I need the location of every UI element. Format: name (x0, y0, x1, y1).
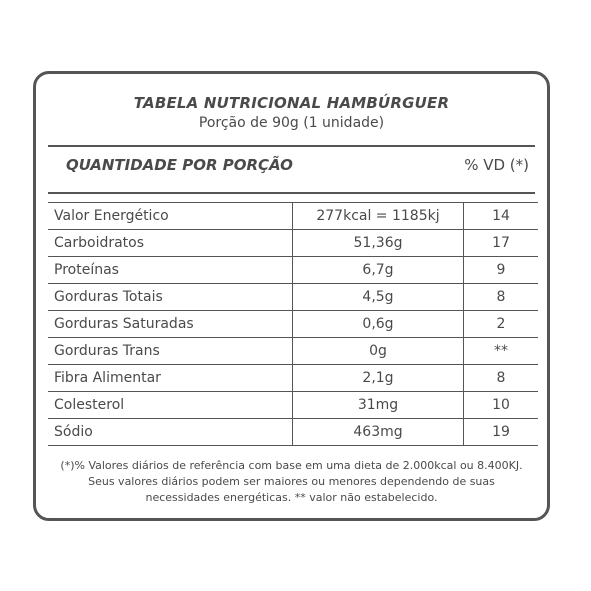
nutrient-amount: 4,5g (293, 284, 464, 311)
header-divider-top (48, 145, 535, 147)
table-row (48, 419, 538, 446)
table-row (48, 203, 538, 230)
nutrient-daily-value: 10 (464, 392, 539, 419)
table-row (48, 365, 538, 392)
table-row (48, 284, 538, 311)
footnote: (*)% Valores diários de referência com base em uma dieta de 2.000kcal ou 8.400KJ. Seus valores diários podem ser maiores ou menores dependendo de suas necessidades energéticas. ** valor não estabelecido. (60, 459, 523, 504)
nutrient-daily-value: 9 (464, 257, 539, 284)
nutrient-daily-value: ** (464, 338, 539, 365)
nutrition-table (48, 202, 538, 446)
label-title: TABELA NUTRICIONAL HAMBÚRGUER (133, 94, 450, 112)
table-row (48, 311, 538, 338)
serving-size: Porção de 90g (1 unidade) (198, 115, 385, 131)
nutrient-name: Proteínas (48, 257, 293, 284)
nutrient-amount: 463mg (293, 419, 464, 446)
nutrient-name: Valor Energético (48, 203, 293, 230)
header-divider-bottom (48, 192, 535, 194)
nutrient-daily-value: 8 (464, 284, 539, 311)
nutrient-amount: 277kcal = 1185kj (293, 203, 464, 230)
nutrient-amount: 0,6g (293, 311, 464, 338)
nutrient-amount: 31mg (293, 392, 464, 419)
nutrient-name: Gorduras Trans (48, 338, 293, 365)
nutrient-daily-value: 14 (464, 203, 539, 230)
nutrient-name: Colesterol (48, 392, 293, 419)
nutrient-amount: 51,36g (293, 230, 464, 257)
nutrient-name: Sódio (48, 419, 293, 446)
nutrient-amount: 0g (293, 338, 464, 365)
nutrient-name: Fibra Alimentar (48, 365, 293, 392)
nutrient-daily-value: 8 (464, 365, 539, 392)
nutrition-label (33, 71, 550, 521)
nutrient-amount: 2,1g (293, 365, 464, 392)
nutrient-amount: 6,7g (293, 257, 464, 284)
daily-value-header: % VD (*) (464, 156, 529, 174)
nutrient-name: Carboidratos (48, 230, 293, 257)
table-row (48, 338, 538, 365)
nutrient-daily-value: 19 (464, 419, 539, 446)
quantity-header: QUANTIDADE POR PORÇÃO (66, 156, 293, 174)
nutrient-daily-value: 2 (464, 311, 539, 338)
nutrient-daily-value: 17 (464, 230, 539, 257)
table-row (48, 230, 538, 257)
table-row (48, 257, 538, 284)
table-row (48, 392, 538, 419)
nutrient-name: Gorduras Saturadas (48, 311, 293, 338)
nutrient-name: Gorduras Totais (48, 284, 293, 311)
